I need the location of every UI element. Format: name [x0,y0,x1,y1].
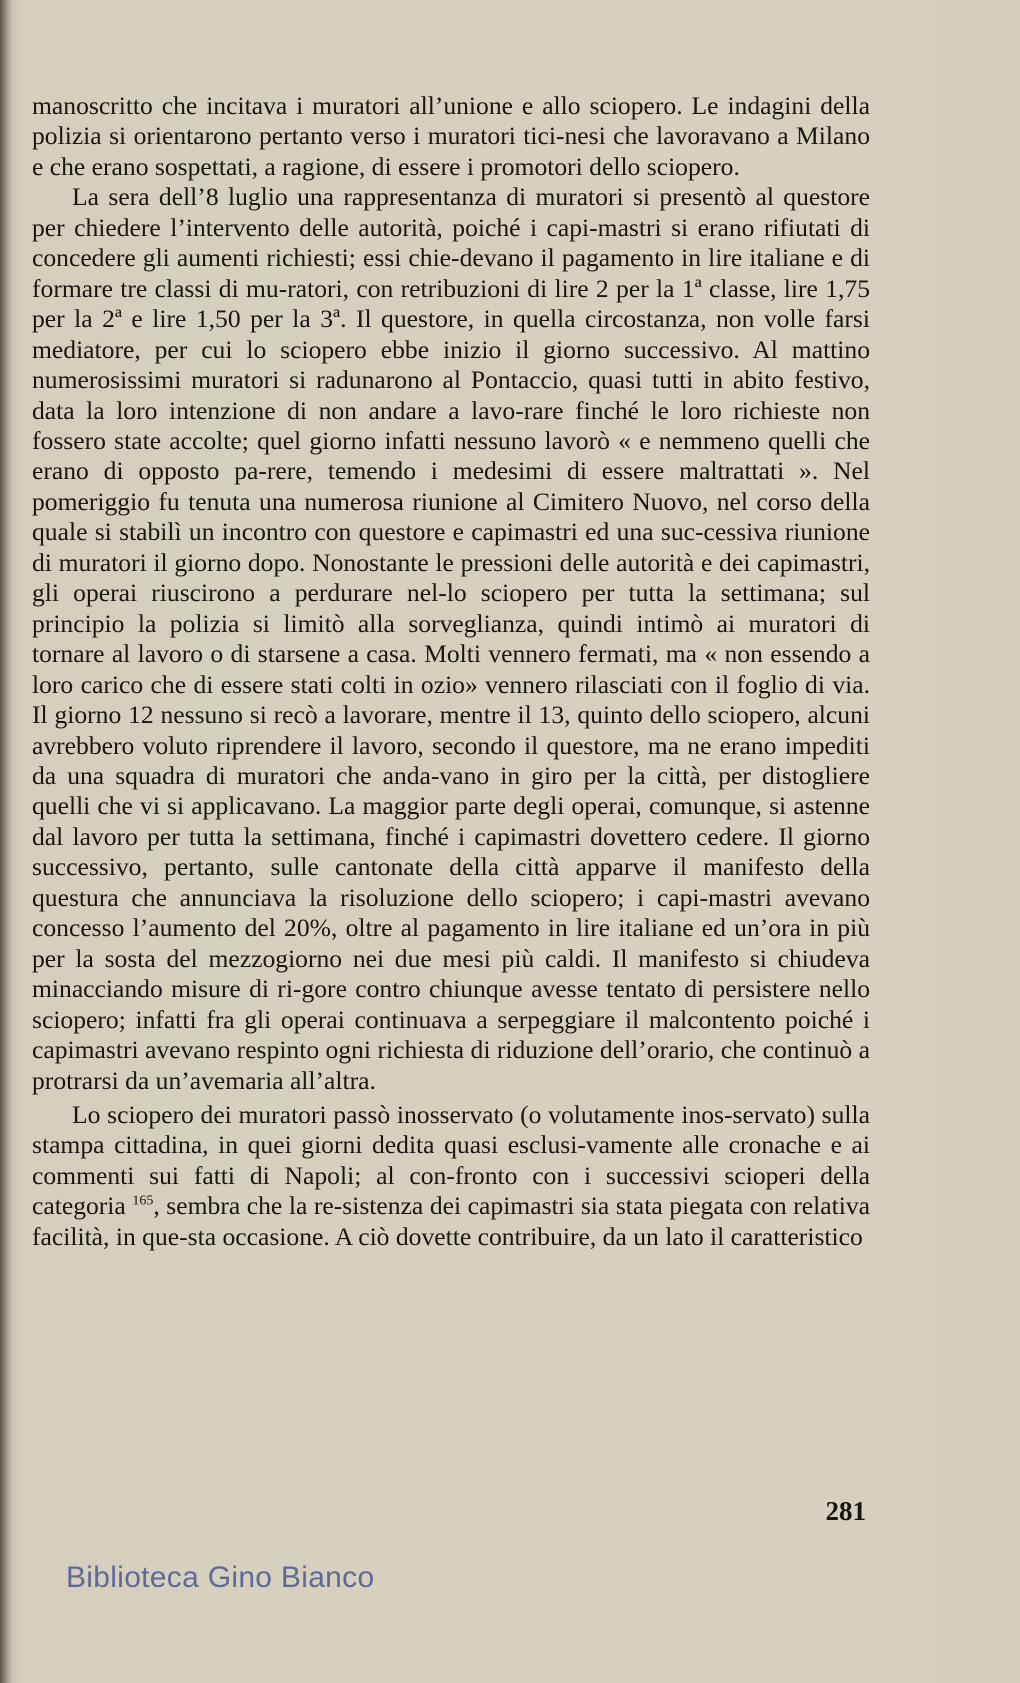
library-watermark: Biblioteca Gino Bianco [66,1561,375,1594]
paragraph-1: manoscritto che incitava i muratori all’unione e allo sciopero. Le indagini della polizia si orientarono pertanto verso i muratori tici-nesi che lavoravano a Milano e che erano sospettati, a ragione, di essere i promotori dello sciopero. [32,91,870,181]
paragraph-3 [32,1100,870,1252]
paragraph-2: La sera dell’8 luglio una rappresentanza di muratori si presentò al questore per chiedere l’intervento delle autorità, poiché i capi-mastri si erano rifiutati di concedere gli aumenti richiesti; essi chie-devano il pagamento in lire italiane e di formare tre classi di mu-ratori, con retribuzioni di lire 2 per la 1ª classe, lire 1,75 per la 2ª e lire 1,50 per la 3ª. Il questore, in quella circostanza, non volle farsi mediatore, per cui lo sciopero ebbe inizio il giorno successivo. Al mattino numerosissimi muratori si radunarono al Pontaccio, quasi tutti in abito festivo, data la loro intenzione di non andare a lavo-rare finché le loro richieste non fossero state accolte; quel giorno infatti nessuno lavorò « e nemmeno quelli che erano di opposto pa-rere, temendo i medesimi di essere maltrattati ». Nel pomeriggio fu tenuta una numerosa riunione al Cimitero Nuovo, nel corso della quale si stabilì un incontro con questore e capimastri ed una suc-cessiva riunione di muratori il giorno dopo. Nonostante le pressioni delle autorità e dei capimastri, gli operai riuscirono a perdurare nel-lo sciopero per tutta la settimana; sul principio la polizia si limitò alla sorveglianza, quindi intimò ai muratori di tornare al lavoro o di starsene a casa. Molti vennero fermati, ma « non essendo a loro carico che di essere stati colti in ozio» vennero rilasciati con il foglio di via. Il giorno 12 nessuno si recò a lavorare, mentre il 13, quinto dello sciopero, alcuni avrebbero voluto riprendere il lavoro, secondo il questore, ma ne erano impediti da una squadra di muratori che anda-vano in giro per la città, per distogliere quelli che vi si applicavano. La maggior parte degli operai, comunque, si astenne dal lavoro per tutta la settimana, finché i capimastri dovettero cedere. Il giorno successivo, pertanto, sulle cantonate della città apparve il manifesto della questura che annunciava la risoluzione dello sciopero; i capi-mastri avevano concesso l’aumento del 20%, oltre al pagamento in lire italiane ed un’ora in più per la sosta del mezzogiorno nei due mesi più caldi. Il manifesto si chiudeva minacciando misure di ri-gore contro chiunque avesse tentato di persistere nello sciopero; infatti fra gli operai continuava a serpeggiare il malcontento poiché i capimastri avevano respinto ogni richiesta di riduzione dell’orario, che continuò a protrarsi da un’avemaria all’altra. [32,182,870,1095]
body-text [32,91,870,1252]
page-number: 281 [825,1496,866,1526]
footnote-ref: 165 [132,1193,154,1209]
paragraph-3-text: Lo sciopero dei muratori passò inosservato (o volutamente inos-servato) sulla stampa cittadina, in quei giorni dedita quasi esclusi-vamente alle cronache e ai commenti sui fatti di Napoli; al con-fronto con i successivi scioperi della categoria [32,1099,870,1221]
paragraph-3-continued: , sembra che la re-sistenza dei capimastri sia stata piegata con relativa facilità, in que-sta occasione. A ciò dovette contribuire, da un lato il caratteristico [32,1191,870,1251]
